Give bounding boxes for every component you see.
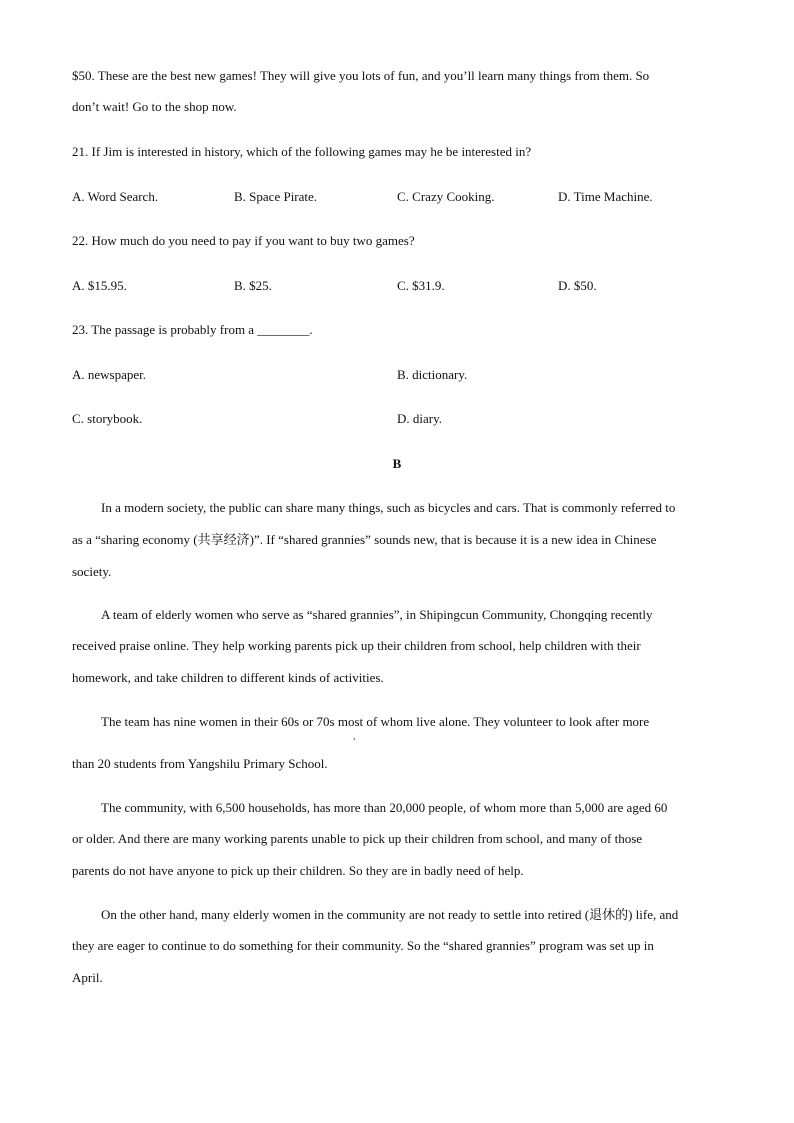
section-b-heading: B: [392, 456, 402, 471]
question-22-option-b: B. $25.: [234, 278, 272, 293]
paragraph-4-line-1: The community, with 6,500 households, has more than 20,000 people, of whom more than 5,000 are aged 60: [101, 800, 668, 815]
stray-comma-mark: ,: [353, 731, 356, 741]
question-22-option-d: D. $50.: [558, 278, 597, 293]
paragraph-3-line-1: The team has nine women in their 60s or 70s most of whom live alone. They volunteer to look after more: [101, 714, 650, 729]
question-21-option-b: B. Space Pirate.: [234, 189, 318, 204]
paragraph-1-line-2: as a “sharing economy (共享经济)”. If “shared grannies” sounds new, that is because it is a new idea in Chinese: [72, 532, 657, 547]
question-22-option-c: C. $31.9.: [397, 278, 445, 293]
question-23-stem: 23. The passage is probably from a ________.: [72, 322, 313, 337]
question-21-stem: 21. If Jim is interested in history, which of the following games may he be interested in?: [72, 144, 532, 159]
paragraph-2-line-1: A team of elderly women who serve as “shared grannies”, in Shipingcun Community, Chongqing recently: [101, 607, 653, 622]
paragraph-2-line-3: homework, and take children to different kinds of activities.: [72, 670, 384, 685]
paragraph-3-line-2: than 20 students from Yangshilu Primary School.: [72, 756, 328, 771]
paragraph-1-line-3: society.: [72, 564, 112, 579]
question-22-stem: 22. How much do you need to pay if you want to buy two games?: [72, 233, 415, 248]
paragraph-4-line-2: or older. And there are many working parents unable to pick up their children from school, and many of those: [72, 831, 643, 846]
paragraph-2-line-2: received praise online. They help working parents pick up their children from school, help children with their: [72, 638, 641, 653]
question-23-option-b: B. dictionary.: [397, 367, 468, 382]
paragraph-4-line-3: parents do not have anyone to pick up their children. So they are in badly need of help.: [72, 863, 524, 878]
question-23-option-c: C. storybook.: [72, 411, 143, 426]
paragraph-5-line-3: April.: [72, 970, 103, 985]
paragraph-1-line-1: In a modern society, the public can share many things, such as bicycles and cars. That is commonly referred to: [101, 500, 676, 515]
intro-line-2: don’t wait! Go to the shop now.: [72, 99, 237, 114]
question-23-option-a: A. newspaper.: [72, 367, 147, 382]
intro-line-1: $50. These are the best new games! They will give you lots of fun, and you’ll learn many things from them. So: [72, 68, 650, 83]
question-23-option-d: D. diary.: [397, 411, 443, 426]
question-21-option-c: C. Crazy Cooking.: [397, 189, 495, 204]
question-21-option-a: A. Word Search.: [72, 189, 159, 204]
question-21-option-d: D. Time Machine.: [558, 189, 653, 204]
paragraph-5-line-2: they are eager to continue to do something for their community. So the “shared grannies” program was set up in: [72, 938, 654, 953]
paragraph-5-line-1: On the other hand, many elderly women in the community are not ready to settle into retired (退休的) life, and: [101, 907, 679, 922]
question-22-option-a: A. $15.95.: [72, 278, 127, 293]
